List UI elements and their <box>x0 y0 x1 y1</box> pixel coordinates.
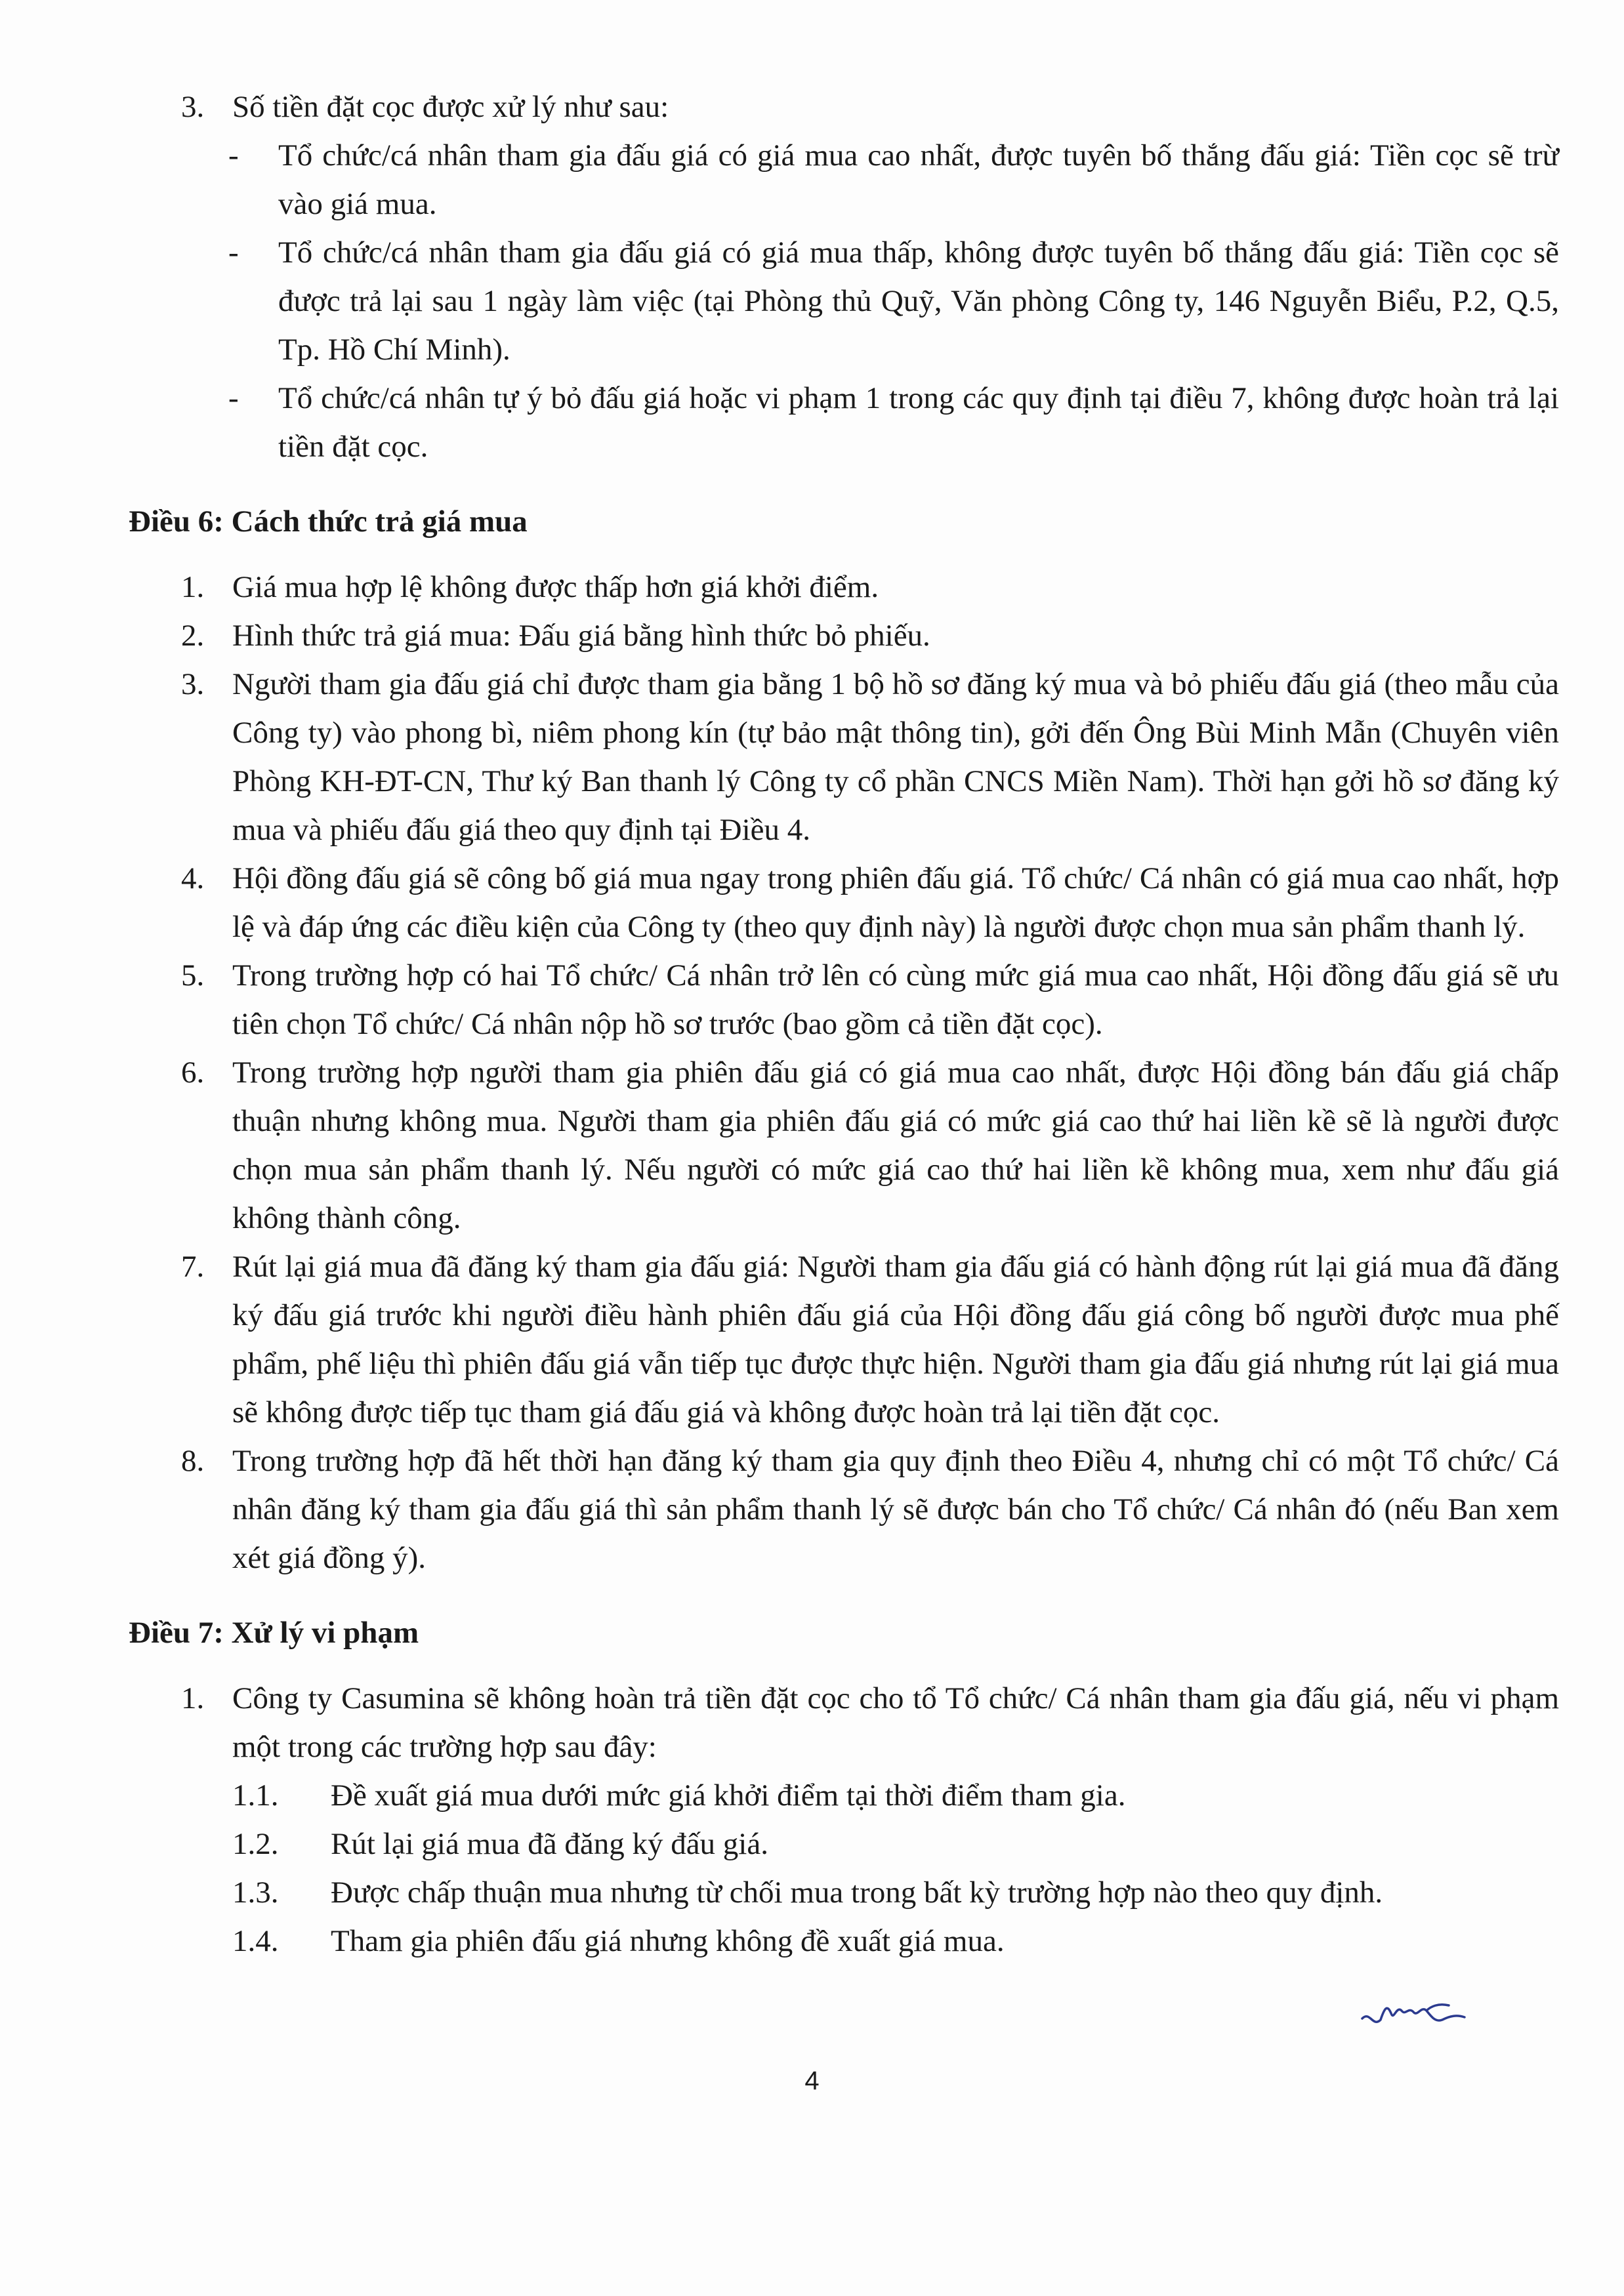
bullet-dash: - <box>228 236 239 270</box>
list-item <box>122 854 1559 951</box>
bullet-dash: - <box>228 381 239 415</box>
list-item <box>122 563 1559 611</box>
item-number: 5. <box>181 958 205 993</box>
list-item <box>122 611 1559 660</box>
handwritten-signature <box>1358 1991 1470 2037</box>
bullet-text: Tổ chức/cá nhân tham gia đấu giá có giá mua cao nhất, được tuyên bố thắng đấu giá: Tiền cọc sẽ trừ vào giá mua. <box>278 138 1559 221</box>
sub-item-text: Tham gia phiên đấu giá nhưng không đề xuất giá mua. <box>331 1924 1005 1958</box>
item-text: Hình thức trả giá mua: Đấu giá bằng hình thức bỏ phiếu. <box>232 619 930 653</box>
item-text: Rút lại giá mua đã đăng ký tham gia đấu giá: Người tham gia đấu giá có hành động rút lại giá mua đã đăng ký đấu giá trước khi người điều hành phiên đấu giá của Hội đồng đấu giá công bố người được mua phế phẩm, phế liệu thì phiên đấu giá vẫn tiếp tục được thực hiện. Người tham gia đấu giá nhưng rút lại giá mua sẽ không được tiếp tục tham giá đấu giá và không được hoàn trả lại tiền đặt cọc. <box>232 1250 1559 1429</box>
bullet-text: Tổ chức/cá nhân tham gia đấu giá có giá mua thấp, không được tuyên bố thắng đấu giá: Tiền cọc sẽ được trả lại sau 1 ngày làm việc (tại Phòng thủ Quỹ, Văn phòng Công ty, 146 Nguyễn Biểu, P.2, Q.5, Tp. Hồ Chí Minh). <box>278 236 1559 367</box>
item-number: 2. <box>181 619 205 653</box>
item-number: 3. <box>181 90 205 124</box>
list-item <box>122 1242 1559 1437</box>
sub-item-text: Rút lại giá mua đã đăng ký đấu giá. <box>331 1827 768 1861</box>
sub-item-number: 1.3. <box>232 1876 279 1910</box>
list-item <box>122 1437 1559 1582</box>
page-number: 4 <box>804 2066 820 2095</box>
bullet-item <box>122 374 1559 471</box>
sub-list-item <box>122 1868 1559 1917</box>
sub-list-item <box>122 1917 1559 1965</box>
item-number: 1. <box>181 570 205 604</box>
sub-list-item <box>122 1771 1559 1820</box>
item-number: 8. <box>181 1444 205 1478</box>
deposit-item <box>122 83 1559 131</box>
item-text: Trong trường hợp người tham gia phiên đấu giá có giá mua cao nhất, được Hội đồng bán đấu giá chấp thuận nhưng không mua. Người tham gia phiên đấu giá có mức giá cao thứ hai liền kề sẽ là người được chọn mua sản phẩm thanh lý. Nếu người có mức giá cao thứ hai liền kề không mua, xem như đấu giá không thành công. <box>232 1056 1559 1235</box>
item-text: Trong trường hợp đã hết thời hạn đăng ký tham gia quy định theo Điều 4, nhưng chỉ có một Tổ chức/ Cá nhân đăng ký tham gia đấu giá thì sản phẩm thanh lý sẽ được bán cho Tổ chức/ Cá nhân đó (nếu Ban xem xét giá đồng ý). <box>232 1444 1559 1575</box>
item-text: Số tiền đặt cọc được xử lý như sau: <box>232 90 669 124</box>
item-number: 7. <box>181 1250 205 1284</box>
sub-item-number: 1.2. <box>232 1827 279 1861</box>
item-number: 1. <box>181 1681 205 1715</box>
list-item <box>122 660 1559 854</box>
sub-item-text: Đề xuất giá mua dưới mức giá khởi điểm tại thời điểm tham gia. <box>331 1778 1126 1813</box>
item-text: Trong trường hợp có hai Tổ chức/ Cá nhân trở lên có cùng mức giá mua cao nhất, Hội đồng đấu giá sẽ ưu tiên chọn Tổ chức/ Cá nhân nộp hồ sơ trước (bao gồm cả tiền đặt cọc). <box>232 958 1559 1041</box>
list-item <box>122 1674 1559 1771</box>
item-number: 4. <box>181 861 205 895</box>
bullet-item <box>122 228 1559 374</box>
item-text: Giá mua hợp lệ không được thấp hơn giá khởi điểm. <box>232 570 879 604</box>
document-body <box>122 83 1559 1965</box>
item-number: 6. <box>181 1056 205 1090</box>
bullet-item <box>122 131 1559 228</box>
item-text: Người tham gia đấu giá chỉ được tham gia bằng 1 bộ hồ sơ đăng ký mua và bỏ phiếu đấu giá (theo mẫu của Công ty) vào phong bì, niêm phong kín (tự bảo mật thông tin), gởi đến Ông Bùi Minh Mẫn (Chuyên viên Phòng KH-ĐT-CN, Thư ký Ban thanh lý Công ty cổ phần CNCS Miền Nam). Thời hạn gởi hồ sơ đăng ký mua và phiếu đấu giá theo quy định tại Điều 4. <box>232 667 1559 847</box>
list-item <box>122 951 1559 1048</box>
sub-item-number: 1.1. <box>232 1778 279 1813</box>
list-item <box>122 1048 1559 1242</box>
bullet-dash: - <box>228 138 239 173</box>
bullet-text: Tổ chức/cá nhân tự ý bỏ đấu giá hoặc vi phạm 1 trong các quy định tại điều 7, không được hoàn trả lại tiền đặt cọc. <box>278 381 1559 464</box>
section-heading: Điều 6: Cách thức trả giá mua <box>129 504 528 539</box>
item-text: Hội đồng đấu giá sẽ công bố giá mua ngay trong phiên đấu giá. Tổ chức/ Cá nhân có giá mua cao nhất, hợp lệ và đáp ứng các điều kiện của Công ty (theo quy định này) là người được chọn mua sản phẩm thanh lý. <box>232 861 1559 944</box>
sub-item-text: Được chấp thuận mua nhưng từ chối mua trong bất kỳ trường hợp nào theo quy định. <box>331 1876 1383 1910</box>
sub-item-number: 1.4. <box>232 1924 279 1958</box>
item-text: Công ty Casumina sẽ không hoàn trả tiền đặt cọc cho tổ Tổ chức/ Cá nhân tham gia đấu giá, nếu vi phạm một trong các trường hợp sau đây: <box>232 1681 1559 1764</box>
section-heading: Điều 7: Xử lý vi phạm <box>129 1616 419 1650</box>
item-number: 3. <box>181 667 205 701</box>
sub-list-item <box>122 1820 1559 1868</box>
